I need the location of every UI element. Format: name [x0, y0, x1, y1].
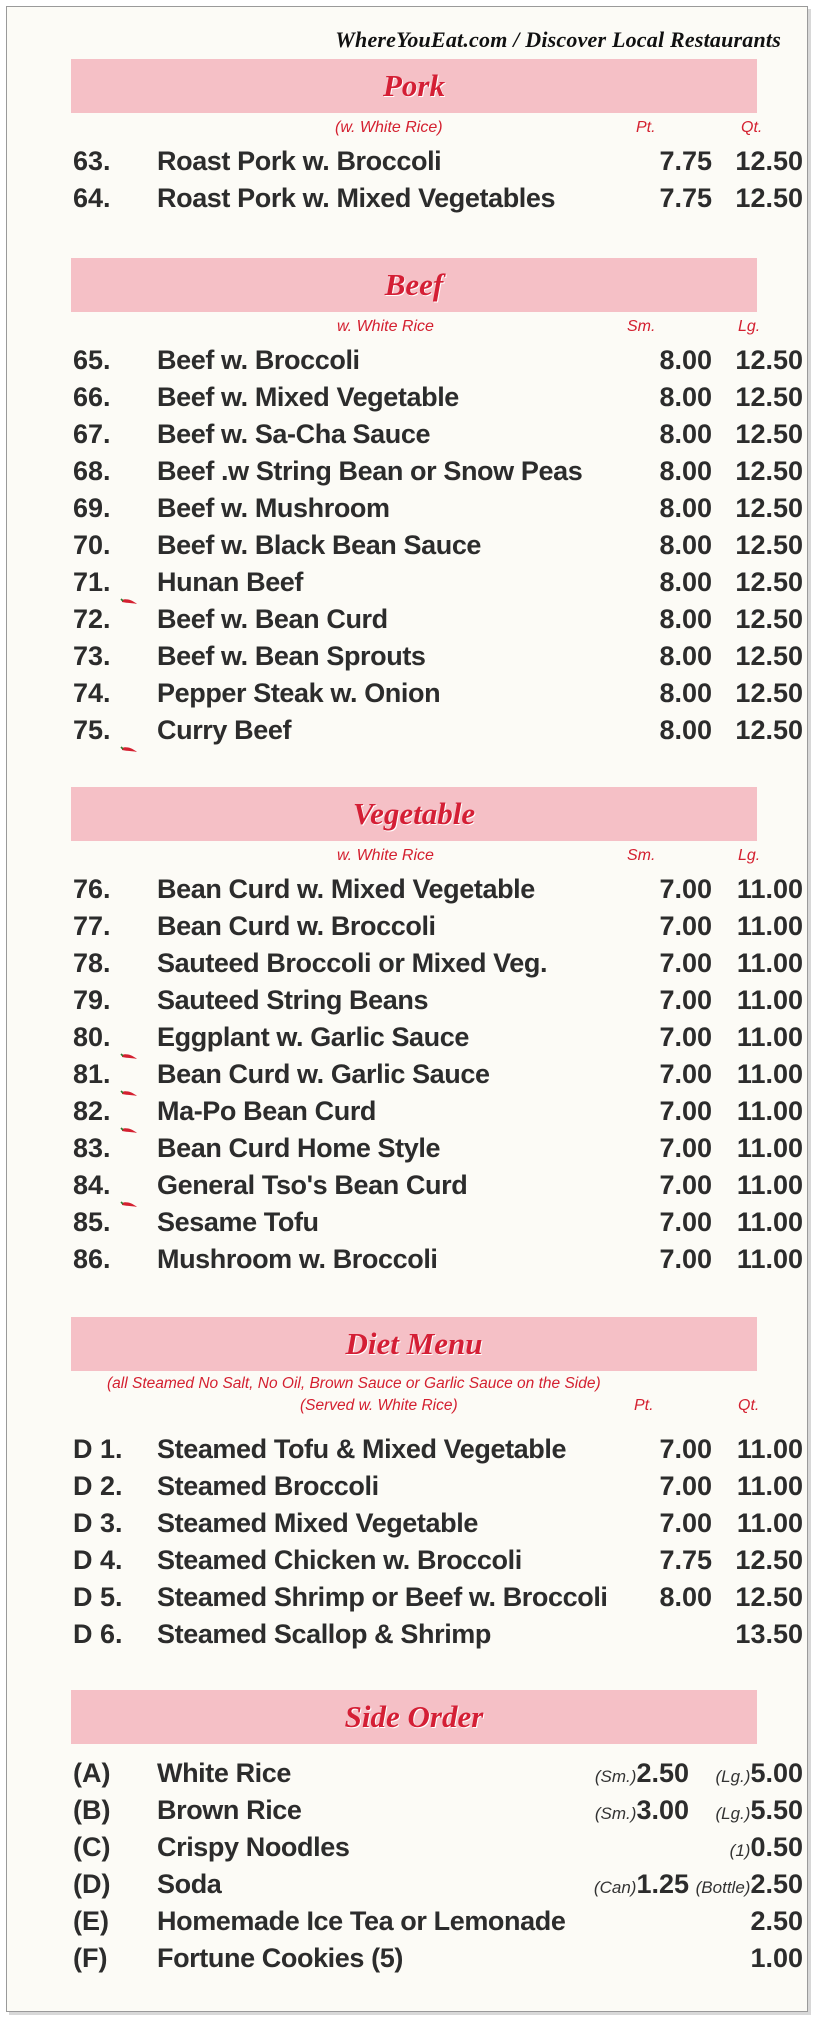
price-large: 12.50	[735, 146, 803, 176]
item-number: 69.	[73, 493, 111, 523]
price-small: 2.50	[636, 1758, 689, 1788]
item-name: Brown Rice	[157, 1795, 302, 1825]
item-number: D 6.	[73, 1619, 123, 1649]
item-number: 68.	[73, 456, 111, 486]
price-large: 12.50	[735, 493, 803, 523]
section-subhead	[7, 841, 807, 871]
price-small: 8.00	[659, 382, 712, 412]
section-title: Vegetable	[352, 796, 476, 831]
section-subhead	[7, 113, 807, 143]
price-large: 12.50	[735, 419, 803, 449]
section-banner	[71, 787, 757, 841]
item-name: Hunan Beef	[157, 567, 304, 597]
price-group-large	[730, 1829, 803, 1869]
price-small: 8.00	[659, 1582, 712, 1612]
price-large: 11.00	[736, 1207, 803, 1237]
price-small: 8.00	[659, 567, 712, 597]
price-group-small	[595, 1755, 689, 1795]
menu-item-row	[7, 675, 807, 712]
side-order-row	[7, 1755, 807, 1792]
item-number: 74.	[73, 678, 111, 708]
size-tag: (Sm.)	[594, 1804, 637, 1823]
price-group-large	[750, 1903, 803, 1940]
item-name: Crispy Noodles	[157, 1832, 350, 1862]
size-tag: (Sm.)	[594, 1767, 637, 1786]
section-beef	[7, 258, 807, 749]
item-letter: (C)	[73, 1832, 111, 1862]
item-number: 76.	[73, 874, 111, 904]
price-small: 8.00	[659, 493, 712, 523]
price-group-small	[595, 1792, 689, 1832]
item-name: Roast Pork w. Broccoli	[157, 146, 442, 176]
menu-item-row	[7, 1505, 807, 1542]
menu-item-row	[7, 601, 807, 638]
section-title: Beef	[384, 267, 444, 302]
price-small: 7.00	[659, 1244, 712, 1274]
item-name: Beef w. Broccoli	[157, 345, 360, 375]
item-name: Steamed Mixed Vegetable	[157, 1508, 478, 1538]
price-small: 7.00	[659, 1096, 712, 1126]
price-group-large	[750, 1940, 803, 1977]
price-small: 3.00	[636, 1795, 689, 1825]
price-large: 5.50	[750, 1795, 803, 1825]
item-name: Curry Beef	[157, 715, 292, 745]
red-pepper-icon	[120, 1182, 138, 1191]
section-note: (w. White Rice)	[335, 119, 443, 136]
item-number: 77.	[73, 911, 111, 941]
section-banner	[71, 258, 757, 312]
menu-item-row	[7, 379, 807, 416]
item-number: 83.	[73, 1133, 111, 1163]
menu-item-row	[7, 1056, 807, 1093]
item-number: 66.	[73, 382, 111, 412]
item-letter: (E)	[73, 1906, 109, 1936]
price-large: 11.00	[736, 948, 803, 978]
side-order-row	[7, 1940, 807, 1977]
price-large: 5.00	[750, 1758, 803, 1788]
price-small: 7.00	[659, 1133, 712, 1163]
price-small: 8.00	[659, 345, 712, 375]
item-name: Bean Curd w. Mixed Vegetable	[157, 874, 535, 904]
red-pepper-icon	[120, 1108, 138, 1117]
price-large: 0.50	[750, 1832, 803, 1862]
item-number: 73.	[73, 641, 111, 671]
item-number: 63.	[73, 146, 111, 176]
item-name: Beef w. Mushroom	[157, 493, 390, 523]
column-header-qt: Qt.	[738, 1397, 760, 1414]
column-header-pt: Pt.	[636, 119, 656, 136]
item-number: D 2.	[73, 1471, 123, 1501]
section-side-order	[7, 1690, 807, 1977]
price-small: 8.00	[659, 678, 712, 708]
item-name: Steamed Scallop & Shrimp	[157, 1619, 491, 1649]
diet-note-line2: (Served w. White Rice)	[300, 1397, 458, 1414]
item-number: 71.	[73, 567, 111, 597]
size-tag: (Bottle)	[695, 1878, 751, 1897]
item-number: 75.	[73, 715, 111, 745]
price-large: 1.00	[750, 1943, 803, 1973]
menu-item-row	[7, 1431, 807, 1468]
item-number: 64.	[73, 183, 111, 213]
item-name: Mushroom w. Broccoli	[157, 1244, 438, 1274]
menu-item-row	[7, 453, 807, 490]
price-small: 8.00	[659, 419, 712, 449]
menu-item-row	[7, 1616, 807, 1653]
price-large: 12.50	[735, 604, 803, 634]
red-pepper-icon	[120, 727, 138, 736]
item-name: Eggplant w. Garlic Sauce	[157, 1022, 469, 1052]
item-name: Bean Curd w. Broccoli	[157, 911, 436, 941]
section-banner	[71, 1690, 757, 1744]
menu-item-row	[7, 1542, 807, 1579]
item-name: Steamed Broccoli	[157, 1471, 379, 1501]
item-name: General Tso's Bean Curd	[157, 1170, 468, 1200]
menu-item-row	[7, 1204, 807, 1241]
menu-item-row	[7, 1468, 807, 1505]
price-small: 7.75	[659, 1545, 712, 1575]
item-number: D 1.	[73, 1434, 123, 1464]
item-number: 72.	[73, 604, 111, 634]
item-number: 82.	[73, 1096, 111, 1126]
menu-item-row	[7, 143, 807, 180]
menu-item-row	[7, 416, 807, 453]
item-name: Beef .w String Bean or Snow Peas	[157, 456, 583, 486]
item-number: 65.	[73, 345, 111, 375]
price-small: 8.00	[659, 530, 712, 560]
price-small: 7.00	[659, 1471, 712, 1501]
menu-item-row	[7, 871, 807, 908]
item-name: Beef w. Mixed Vegetable	[157, 382, 459, 412]
side-order-row	[7, 1903, 807, 1940]
item-number: 80.	[73, 1022, 111, 1052]
price-large: 11.00	[736, 1508, 803, 1538]
price-large: 11.00	[736, 1096, 803, 1126]
item-name: Bean Curd w. Garlic Sauce	[157, 1059, 490, 1089]
price-large: 13.50	[735, 1619, 803, 1649]
item-name: Homemade Ice Tea or Lemonade	[157, 1906, 566, 1936]
item-letter: (F)	[73, 1943, 108, 1973]
section-banner	[71, 59, 757, 113]
price-small: 7.00	[659, 1434, 712, 1464]
column-header-lg: Lg.	[738, 318, 761, 335]
price-small: 7.00	[659, 985, 712, 1015]
section-diet-menu	[7, 1317, 807, 1653]
menu-item-row	[7, 712, 807, 749]
item-name: Beef w. Bean Curd	[157, 604, 388, 634]
menu-item-row	[7, 945, 807, 982]
menu-item-row	[7, 1579, 807, 1616]
price-group-large	[715, 1755, 803, 1795]
menu-item-row	[7, 1019, 807, 1056]
price-small: 7.00	[659, 874, 712, 904]
price-large: 11.00	[736, 911, 803, 941]
item-number: 70.	[73, 530, 111, 560]
section-banner	[71, 1317, 757, 1371]
menu-page	[6, 6, 808, 2012]
menu-item-row	[7, 180, 807, 217]
price-small: 7.00	[659, 1508, 712, 1538]
red-pepper-icon	[120, 1071, 138, 1080]
price-large: 11.00	[736, 985, 803, 1015]
item-name: Steamed Tofu & Mixed Vegetable	[157, 1434, 567, 1464]
item-name: Ma-Po Bean Curd	[157, 1096, 377, 1126]
column-header-sm: Sm.	[627, 847, 656, 864]
price-large: 11.00	[736, 1059, 803, 1089]
item-name: Sauteed Broccoli or Mixed Veg.	[157, 948, 548, 978]
price-large: 12.50	[735, 715, 803, 745]
price-large: 11.00	[736, 1471, 803, 1501]
menu-item-row	[7, 908, 807, 945]
site-header: WhereYouEat.com / Discover Local Restaurants	[335, 27, 781, 52]
menu-item-row	[7, 1167, 807, 1204]
menu-item-row	[7, 527, 807, 564]
section-pork	[7, 59, 807, 217]
price-large: 11.00	[736, 874, 803, 904]
price-group-large	[715, 1792, 803, 1832]
item-name: Pepper Steak w. Onion	[157, 678, 441, 708]
price-large: 12.50	[735, 456, 803, 486]
price-small: 8.00	[659, 641, 712, 671]
price-small: 8.00	[659, 715, 712, 745]
section-note: w. White Rice	[337, 847, 434, 864]
diet-note-line1: (all Steamed No Salt, No Oil, Brown Sauce or Garlic Sauce on the Side)	[107, 1375, 601, 1392]
item-name: Sauteed String Beans	[157, 985, 429, 1015]
price-large: 12.50	[735, 567, 803, 597]
price-small: 8.00	[659, 604, 712, 634]
price-large: 12.50	[735, 382, 803, 412]
size-tag: (1)	[729, 1841, 751, 1860]
price-large: 2.50	[750, 1869, 803, 1899]
price-small: 8.00	[659, 456, 712, 486]
item-name: Steamed Shrimp or Beef w. Broccoli	[157, 1582, 608, 1612]
price-small: 7.00	[659, 1207, 712, 1237]
menu-item-row	[7, 638, 807, 675]
section-title: Diet Menu	[345, 1326, 483, 1361]
item-letter: (D)	[73, 1869, 111, 1899]
item-name: Soda	[157, 1869, 222, 1899]
price-large: 11.00	[736, 1244, 803, 1274]
item-number: 67.	[73, 419, 111, 449]
menu-item-row	[7, 1093, 807, 1130]
item-number: 85.	[73, 1207, 111, 1237]
price-group-large	[696, 1866, 803, 1906]
price-large: 12.50	[735, 183, 803, 213]
price-small: 7.00	[659, 911, 712, 941]
section-note: w. White Rice	[337, 318, 434, 335]
item-number: 84.	[73, 1170, 111, 1200]
price-small: 1.25	[636, 1869, 689, 1899]
size-tag: (Lg.)	[715, 1767, 751, 1786]
size-tag: (Lg.)	[715, 1804, 751, 1823]
menu-item-row	[7, 490, 807, 527]
price-large: 12.50	[735, 1545, 803, 1575]
price-large: 2.50	[750, 1906, 803, 1936]
menu-item-row	[7, 342, 807, 379]
red-pepper-icon	[120, 579, 138, 588]
side-order-row	[7, 1792, 807, 1829]
item-number: D 3.	[73, 1508, 123, 1538]
item-name: Bean Curd Home Style	[157, 1133, 441, 1163]
size-tag: (Can)	[593, 1878, 637, 1897]
price-small: 7.75	[659, 183, 712, 213]
item-name: Steamed Chicken w. Broccoli	[157, 1545, 522, 1575]
item-name: Beef w. Bean Sprouts	[157, 641, 426, 671]
column-header-sm: Sm.	[627, 318, 656, 335]
section-title: Side Order	[344, 1699, 484, 1734]
menu-item-row	[7, 1130, 807, 1167]
price-small: 7.00	[659, 1022, 712, 1052]
item-number: D 5.	[73, 1582, 123, 1612]
item-number: 78.	[73, 948, 111, 978]
column-header-lg: Lg.	[738, 847, 761, 864]
price-large: 12.50	[735, 530, 803, 560]
item-name: White Rice	[157, 1758, 292, 1788]
column-header-qt: Qt.	[741, 119, 763, 136]
menu-item-row	[7, 982, 807, 1019]
price-group-small	[594, 1866, 689, 1906]
section-vegetable	[7, 787, 807, 1278]
price-large: 12.50	[735, 345, 803, 375]
item-letter: (B)	[73, 1795, 111, 1825]
item-name: Fortune Cookies (5)	[157, 1943, 403, 1973]
section-subhead	[7, 1371, 807, 1395]
item-letter: (A)	[73, 1758, 111, 1788]
section-subhead	[7, 312, 807, 342]
price-small: 7.00	[659, 948, 712, 978]
item-number: D 4.	[73, 1545, 123, 1575]
red-pepper-icon	[120, 1034, 138, 1043]
price-small: 7.00	[659, 1059, 712, 1089]
section-subhead-2	[7, 1395, 807, 1431]
section-title: Pork	[383, 68, 445, 103]
price-large: 12.50	[735, 1582, 803, 1612]
item-name: Beef w. Sa-Cha Sauce	[157, 419, 431, 449]
price-large: 11.00	[736, 1170, 803, 1200]
menu-item-row	[7, 1241, 807, 1278]
item-number: 86.	[73, 1244, 111, 1274]
side-order-row	[7, 1866, 807, 1903]
menu-item-row	[7, 564, 807, 601]
item-number: 79.	[73, 985, 111, 1015]
price-large: 11.00	[736, 1133, 803, 1163]
side-order-row	[7, 1829, 807, 1866]
item-name: Roast Pork w. Mixed Vegetables	[157, 183, 556, 213]
item-name: Beef w. Black Bean Sauce	[157, 530, 482, 560]
price-large: 12.50	[735, 678, 803, 708]
price-large: 12.50	[735, 641, 803, 671]
price-large: 11.00	[736, 1434, 803, 1464]
column-header-pt: Pt.	[634, 1397, 654, 1414]
price-small: 7.75	[659, 146, 712, 176]
price-small: 7.00	[659, 1170, 712, 1200]
price-large: 11.00	[736, 1022, 803, 1052]
item-number: 81.	[73, 1059, 111, 1089]
item-name: Sesame Tofu	[157, 1207, 319, 1237]
